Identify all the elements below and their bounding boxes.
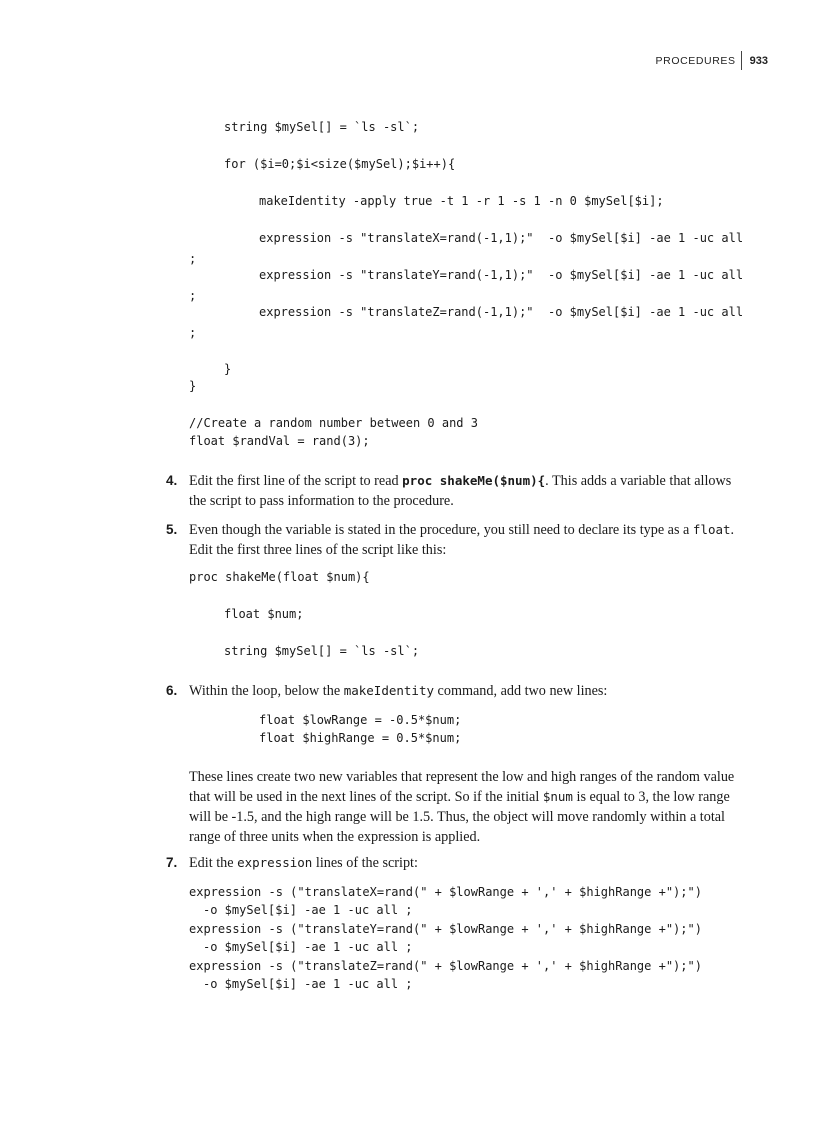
text-run: command, add two new lines: bbox=[434, 683, 608, 699]
step-5 bbox=[166, 520, 736, 560]
code-line: string $mySel[] = `ls -sl`; bbox=[224, 120, 420, 134]
text-run: . This adds a variable that allows the script to pass information to the procedure. bbox=[189, 473, 732, 509]
text-run: . Edit the first three lines of the script like this: bbox=[189, 522, 735, 558]
step-text bbox=[189, 681, 736, 701]
section-title: PROCEDURES bbox=[655, 54, 736, 67]
code-line: -o $mySel[$i] -ae 1 -uc all ; bbox=[203, 940, 413, 954]
code-line: ; bbox=[189, 289, 197, 303]
inline-code: makeIdentity bbox=[343, 683, 434, 698]
text-run: Within the loop, below the bbox=[189, 683, 344, 699]
inline-code: proc shakeMe($num){ bbox=[402, 473, 546, 488]
code-line: makeIdentity -apply true -t 1 -r 1 -s 1 -n 0 $mySel[$i]; bbox=[259, 194, 664, 208]
step-number: 7. bbox=[166, 855, 178, 870]
code-line: for ($i=0;$i<size($mySel);$i++){ bbox=[224, 157, 456, 171]
step-number: 6. bbox=[166, 683, 178, 698]
code-line: expression -s ("translateY=rand(" + $lowRange + ',' + $highRange +");") bbox=[189, 922, 702, 936]
code-line: ; bbox=[189, 252, 197, 266]
code-line: //Create a random number between 0 and 3 bbox=[189, 416, 478, 430]
text-run: Edit the first line of the script to read bbox=[189, 473, 403, 489]
step-number: 4. bbox=[166, 473, 178, 488]
text-run: Edit the bbox=[189, 855, 238, 871]
code-line: expression -s "translateZ=rand(-1,1);" -o $mySel[$i] -ae 1 -uc all bbox=[259, 305, 744, 319]
code-line: float $lowRange = -0.5*$num; bbox=[259, 713, 462, 727]
code-line: string $mySel[] = `ls -sl`; bbox=[224, 644, 420, 658]
step-6 bbox=[166, 681, 736, 701]
code-line: expression -s ("translateX=rand(" + $lowRange + ',' + $highRange +");") bbox=[189, 885, 702, 899]
code-line: } bbox=[224, 362, 232, 376]
code-line: expression -s "translateX=rand(-1,1);" -o $mySel[$i] -ae 1 -uc all bbox=[259, 231, 744, 245]
explanation-paragraph bbox=[189, 767, 739, 847]
code-line: float $randVal = rand(3); bbox=[189, 434, 370, 448]
code-line: float $num; bbox=[224, 607, 304, 621]
text-run: is equal to 3, the low range will be -1.5, and the high range will be 1.5. Thus, the object will move randomly within a total range of three units when the expression is applied. bbox=[189, 789, 730, 845]
step-text bbox=[189, 520, 736, 560]
code-line: float $highRange = 0.5*$num; bbox=[259, 731, 462, 745]
page-number: 933 bbox=[749, 54, 768, 67]
inline-code: float bbox=[692, 522, 731, 537]
step-text bbox=[189, 471, 736, 511]
inline-code: $num bbox=[542, 789, 573, 804]
step-number: 5. bbox=[166, 522, 178, 537]
code-line: expression -s "translateY=rand(-1,1);" -o $mySel[$i] -ae 1 -uc all bbox=[259, 268, 744, 282]
code-line: ; bbox=[189, 326, 197, 340]
header-divider bbox=[741, 51, 742, 70]
code-line: -o $mySel[$i] -ae 1 -uc all ; bbox=[203, 977, 413, 991]
code-line: -o $mySel[$i] -ae 1 -uc all ; bbox=[203, 903, 413, 917]
inline-code: expression bbox=[237, 855, 313, 870]
text-run: lines of the script: bbox=[312, 855, 418, 871]
text-run: These lines create two new variables that represent the low and high ranges of the random value that will be used in the next lines of the script. So if the initial bbox=[189, 769, 735, 805]
code-line: proc shakeMe(float $num){ bbox=[189, 570, 370, 584]
step-text bbox=[189, 853, 736, 873]
code-line: expression -s ("translateZ=rand(" + $lowRange + ',' + $highRange +");") bbox=[189, 959, 702, 973]
step-4 bbox=[166, 471, 736, 511]
text-run: Even though the variable is stated in the procedure, you still need to declare its type as a bbox=[189, 522, 693, 538]
step-7 bbox=[166, 853, 736, 873]
code-line: } bbox=[189, 379, 197, 393]
running-header bbox=[656, 51, 768, 70]
